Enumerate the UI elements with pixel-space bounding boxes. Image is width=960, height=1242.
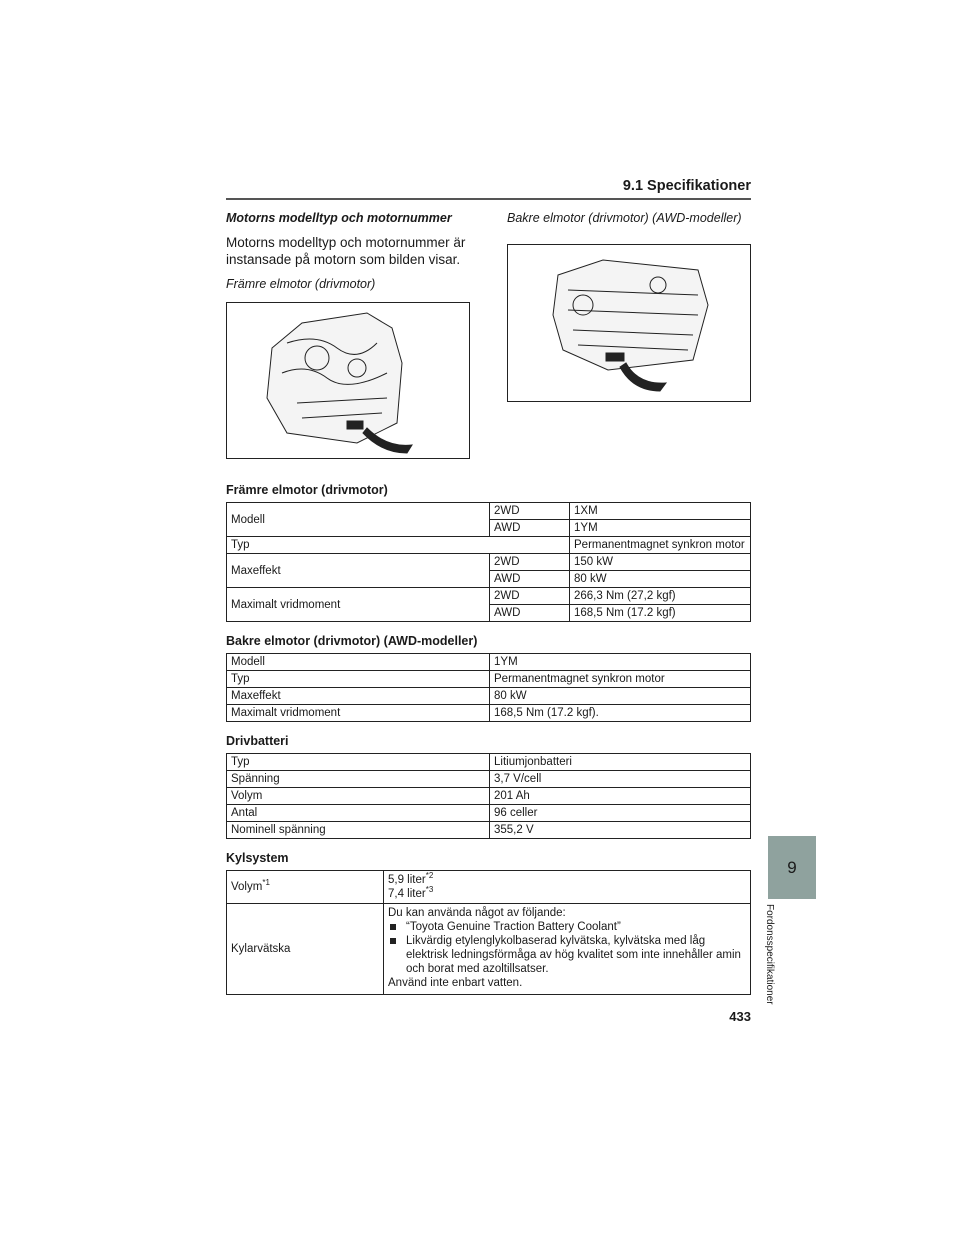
- rear-motor-illustration: [507, 244, 751, 402]
- coolant-outro: Använd inte enbart vatten.: [388, 977, 523, 989]
- cell: AWD: [490, 571, 570, 588]
- cell: 150 kW: [570, 554, 751, 571]
- cell: 2WD: [490, 554, 570, 571]
- cell: 80 kW: [570, 571, 751, 588]
- list-item: Likvärdig etylenglykolbaserad kylvätska, kylvätska med låg elektrisk ledningsförmåga av hög kvalitet som inte innehåller amin och borat med azoltillsatser.: [388, 934, 746, 976]
- page-number: 433: [729, 1009, 751, 1024]
- rear-motor-table: [226, 653, 751, 722]
- volume-label: Volym: [231, 881, 263, 893]
- cell: AWD: [490, 605, 570, 622]
- battery-table: [226, 753, 751, 839]
- front-motor-table: [226, 502, 751, 622]
- cell: Typ: [227, 537, 570, 554]
- cell: Permanentmagnet synkron motor: [570, 537, 751, 554]
- footnote-ref: *3: [425, 885, 434, 895]
- cell: 80 kW: [490, 688, 751, 705]
- rear-motor-title: Bakre elmotor (drivmotor) (AWD-modeller): [226, 634, 478, 648]
- cell: 96 celler: [490, 805, 751, 822]
- rear-caption: Bakre elmotor (drivmotor) (AWD-modeller): [507, 211, 742, 225]
- cell: 2WD: [490, 503, 570, 520]
- intro-left-column: [226, 210, 470, 459]
- front-motor-illustration: [226, 302, 470, 459]
- footnote-ref: *1: [262, 878, 270, 888]
- cell: Typ: [227, 671, 490, 688]
- page-content: [226, 178, 751, 1024]
- cell: 1YM: [490, 654, 751, 671]
- cell: Maxeffekt: [227, 554, 490, 588]
- coolant-intro: Du kan använda något av följande:: [388, 907, 566, 919]
- cell: Modell: [227, 503, 490, 537]
- intro-heading: Motorns modelltyp och motornummer: [226, 211, 452, 225]
- cell: Spänning: [227, 771, 490, 788]
- intro-columns: [226, 210, 751, 459]
- volume-value: 7,4 liter: [388, 888, 426, 900]
- footnote-ref: *2: [425, 871, 434, 881]
- cell: Maxeffekt: [227, 688, 490, 705]
- cell: Typ: [227, 754, 490, 771]
- cooling-title: Kylsystem: [226, 851, 289, 865]
- cell: Litiumjonbatteri: [490, 754, 751, 771]
- volume-value: 5,9 liter: [388, 874, 426, 886]
- cell: 1YM: [570, 520, 751, 537]
- coolant-label: Kylarvätska: [227, 904, 384, 995]
- front-motor-title: Främre elmotor (drivmotor): [226, 483, 388, 497]
- cell: Modell: [227, 654, 490, 671]
- cell: 355,2 V: [490, 822, 751, 839]
- cell: 266,3 Nm (27,2 kgf): [570, 588, 751, 605]
- section-title: 9.1 Specifikationer: [226, 178, 751, 200]
- cell: Volym: [227, 788, 490, 805]
- intro-text: Motorns modelltyp och motornummer är instansade på motorn som bilden visar.: [226, 235, 466, 267]
- cell: AWD: [490, 520, 570, 537]
- cooling-table: [226, 870, 751, 995]
- cell: Maximalt vridmoment: [227, 705, 490, 722]
- cell: Maximalt vridmoment: [227, 588, 490, 622]
- chapter-label: Fordonsspecifikationer: [764, 904, 775, 1005]
- cell: 201 Ah: [490, 788, 751, 805]
- cell: 168,5 Nm (17.2 kgf).: [490, 705, 751, 722]
- cell: Antal: [227, 805, 490, 822]
- cell: Nominell spänning: [227, 822, 490, 839]
- battery-title: Drivbatteri: [226, 734, 289, 748]
- cell: 2WD: [490, 588, 570, 605]
- chapter-number: 9: [787, 857, 797, 877]
- chapter-tab[interactable]: [768, 836, 816, 899]
- front-caption: Främre elmotor (drivmotor): [226, 277, 376, 291]
- intro-right-column: [507, 210, 751, 459]
- cell: Permanentmagnet synkron motor: [490, 671, 751, 688]
- list-item: “Toyota Genuine Traction Battery Coolant”: [388, 920, 746, 934]
- cell: 1XM: [570, 503, 751, 520]
- cell: 3,7 V/cell: [490, 771, 751, 788]
- cell: 168,5 Nm (17.2 kgf): [570, 605, 751, 622]
